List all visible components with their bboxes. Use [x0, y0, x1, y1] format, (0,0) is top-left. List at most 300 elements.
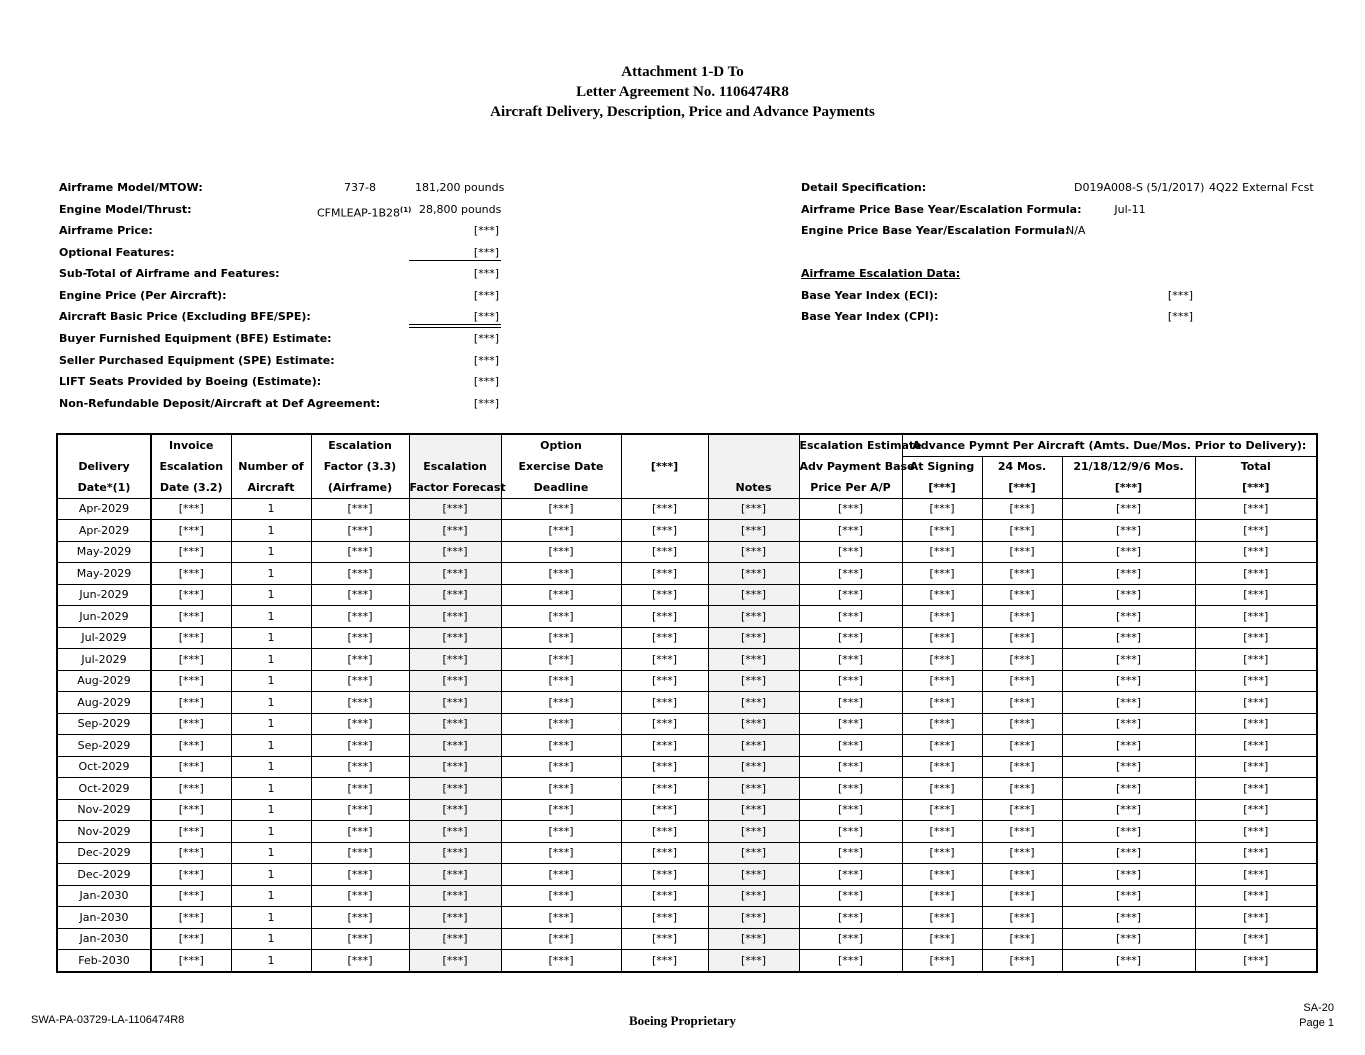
table-header-row-3 — [57, 477, 1317, 498]
table-cell: May-2029 — [57, 541, 151, 563]
table-cell: [***] — [1062, 498, 1195, 520]
table-cell: [***] — [902, 885, 982, 907]
col-head: Invoice — [151, 434, 231, 456]
engine-price-label: Engine Price (Per Aircraft): — [59, 289, 227, 302]
table-cell: [***] — [501, 778, 621, 800]
table-cell: Feb-2030 — [57, 950, 151, 972]
table-cell: [***] — [501, 842, 621, 864]
col-head: Escalation Estimate — [799, 434, 902, 456]
col-head: Escalation — [151, 456, 231, 477]
table-cell: [***] — [151, 907, 231, 929]
title-letter-agreement: Letter Agreement No. 1106474R8 — [576, 84, 789, 100]
detail-spec-label: Detail Specification: — [801, 181, 927, 194]
table-cell: [***] — [151, 928, 231, 950]
table-cell: [***] — [1195, 885, 1317, 907]
table-cell: [***] — [151, 563, 231, 585]
basic-price-label: Aircraft Basic Price (Excluding BFE/SPE): — [59, 310, 311, 323]
table-cell: [***] — [311, 864, 409, 886]
table-cell: [***] — [311, 799, 409, 821]
table-cell: [***] — [1062, 670, 1195, 692]
airframe-base-label: Airframe Price Base Year/Escalation Formula: — [801, 203, 1082, 216]
table-cell: [***] — [708, 928, 799, 950]
table-cell: Jun-2029 — [57, 584, 151, 606]
table-cell: 1 — [231, 950, 311, 972]
table-cell: [***] — [708, 520, 799, 542]
table-cell: [***] — [982, 756, 1062, 778]
table-cell: [***] — [311, 606, 409, 628]
airframe-price-value: [***] — [473, 224, 499, 237]
table-cell: [***] — [409, 713, 501, 735]
table-cell: [***] — [151, 821, 231, 843]
table-cell: [***] — [409, 842, 501, 864]
table-cell: [***] — [902, 821, 982, 843]
table-cell: [***] — [311, 670, 409, 692]
table-cell: [***] — [1195, 670, 1317, 692]
table-cell: [***] — [621, 864, 708, 886]
col-head: Factor Forecast — [409, 477, 501, 498]
table-row — [57, 649, 1317, 671]
eci-value: [***] — [1167, 289, 1193, 302]
table-row — [57, 756, 1317, 778]
col-head: Price Per A/P — [799, 477, 902, 498]
col-head: Exercise Date — [501, 456, 621, 477]
lift-value: [***] — [473, 375, 499, 388]
engine-model-value: CFMLEAP-1B28$^{(1)}$ — [317, 206, 412, 220]
table-row — [57, 778, 1317, 800]
table-cell: [***] — [621, 821, 708, 843]
table-row — [57, 735, 1317, 757]
table-cell: [***] — [151, 649, 231, 671]
table-cell: [***] — [982, 713, 1062, 735]
table-row — [57, 713, 1317, 735]
table-cell: [***] — [902, 563, 982, 585]
table-cell: [***] — [151, 541, 231, 563]
table-cell: [***] — [501, 649, 621, 671]
cpi-value: [***] — [1167, 310, 1193, 323]
table-cell: [***] — [409, 756, 501, 778]
table-cell: [***] — [501, 692, 621, 714]
table-cell: [***] — [799, 907, 902, 929]
table-cell: 1 — [231, 735, 311, 757]
table-cell: [***] — [799, 692, 902, 714]
table-cell: [***] — [708, 627, 799, 649]
footer-page: Page 1 — [1299, 1017, 1334, 1029]
table-row — [57, 799, 1317, 821]
table-cell: [***] — [409, 670, 501, 692]
table-cell: [***] — [982, 821, 1062, 843]
table-cell: [***] — [409, 778, 501, 800]
table-cell: [***] — [902, 907, 982, 929]
engine-price-value: [***] — [473, 289, 499, 302]
table-cell: [***] — [311, 907, 409, 929]
table-cell: [***] — [1195, 735, 1317, 757]
table-cell: 1 — [231, 842, 311, 864]
table-cell: [***] — [799, 735, 902, 757]
table-cell: [***] — [982, 692, 1062, 714]
table-cell: [***] — [311, 520, 409, 542]
title-attachment: Attachment 1-D To — [621, 64, 744, 80]
table-cell: [***] — [409, 606, 501, 628]
table-cell: [***] — [501, 713, 621, 735]
table-cell: [***] — [708, 842, 799, 864]
table-cell: [***] — [1062, 799, 1195, 821]
table-cell: May-2029 — [57, 563, 151, 585]
table-cell: 1 — [231, 498, 311, 520]
table-cell: Jan-2030 — [57, 885, 151, 907]
table-row — [57, 584, 1317, 606]
table-cell: [***] — [311, 713, 409, 735]
table-row — [57, 498, 1317, 520]
col-head: [***] — [621, 456, 708, 477]
table-cell: [***] — [311, 842, 409, 864]
deposit-label: Non-Refundable Deposit/Aircraft at Def Agreement: — [59, 397, 381, 410]
table-cell: [***] — [982, 907, 1062, 929]
table-cell: [***] — [982, 799, 1062, 821]
table-cell: [***] — [311, 627, 409, 649]
thrust-value: 28,800 pounds — [419, 203, 502, 216]
table-cell: [***] — [151, 670, 231, 692]
table-cell: [***] — [621, 670, 708, 692]
table-cell: [***] — [1195, 584, 1317, 606]
table-cell: [***] — [902, 713, 982, 735]
table-cell: 1 — [231, 713, 311, 735]
table-cell: [***] — [1062, 778, 1195, 800]
table-cell: [***] — [501, 541, 621, 563]
table-cell: [***] — [902, 541, 982, 563]
table-cell: [***] — [1195, 606, 1317, 628]
col-head: At Signing — [902, 456, 982, 477]
table-cell: [***] — [409, 821, 501, 843]
table-cell: [***] — [799, 778, 902, 800]
spe-label: Seller Purchased Equipment (SPE) Estimate: — [59, 354, 335, 367]
table-cell: [***] — [1062, 950, 1195, 972]
col-head: (Airframe) — [311, 477, 409, 498]
table-cell: [***] — [982, 885, 1062, 907]
table-cell: [***] — [311, 756, 409, 778]
table-cell: [***] — [621, 713, 708, 735]
table-cell: [***] — [621, 928, 708, 950]
table-cell: 1 — [231, 541, 311, 563]
table-cell: [***] — [409, 885, 501, 907]
table-cell: Dec-2029 — [57, 842, 151, 864]
table-cell: [***] — [151, 584, 231, 606]
table-cell: [***] — [708, 692, 799, 714]
col-head: Factor (3.3) — [311, 456, 409, 477]
table-cell: [***] — [621, 498, 708, 520]
table-cell: [***] — [501, 735, 621, 757]
table-cell: [***] — [708, 756, 799, 778]
table-cell: [***] — [902, 778, 982, 800]
table-cell: [***] — [982, 584, 1062, 606]
col-head: Date (3.2) — [151, 477, 231, 498]
spe-value: [***] — [473, 354, 499, 367]
table-cell: [***] — [621, 541, 708, 563]
table-cell: [***] — [799, 649, 902, 671]
table-cell: Oct-2029 — [57, 756, 151, 778]
table-cell: [***] — [501, 584, 621, 606]
engine-base-value: N/A — [1066, 224, 1086, 237]
table-row — [57, 885, 1317, 907]
col-head: [***] — [1062, 477, 1195, 498]
table-row — [57, 541, 1317, 563]
table-cell: [***] — [501, 498, 621, 520]
lift-label: LIFT Seats Provided by Boeing (Estimate): — [59, 375, 322, 388]
table-cell: [***] — [1062, 584, 1195, 606]
table-cell: Jun-2029 — [57, 606, 151, 628]
col-head: Notes — [708, 477, 799, 498]
table-cell: [***] — [409, 907, 501, 929]
table-cell: [***] — [409, 649, 501, 671]
table-row — [57, 692, 1317, 714]
table-cell: 1 — [231, 928, 311, 950]
col-head: Escalation — [409, 456, 501, 477]
table-cell: [***] — [1062, 756, 1195, 778]
table-cell: [***] — [799, 864, 902, 886]
table-cell: [***] — [799, 821, 902, 843]
table-cell: [***] — [902, 649, 982, 671]
footer-page-info — [1299, 1001, 1334, 1031]
table-cell: 1 — [231, 584, 311, 606]
table-cell: [***] — [501, 885, 621, 907]
table-cell: [***] — [151, 950, 231, 972]
table-cell: 1 — [231, 907, 311, 929]
table-cell: [***] — [982, 520, 1062, 542]
table-cell: [***] — [311, 778, 409, 800]
table-cell: [***] — [799, 950, 902, 972]
table-cell: 1 — [231, 799, 311, 821]
table-cell: Aug-2029 — [57, 670, 151, 692]
col-head: Number of — [231, 456, 311, 477]
table-cell: [***] — [1195, 520, 1317, 542]
table-cell: [***] — [799, 928, 902, 950]
delivery-schedule-table — [56, 433, 1318, 973]
table-cell: [***] — [1195, 692, 1317, 714]
table-cell: [***] — [501, 520, 621, 542]
table-cell: [***] — [1062, 735, 1195, 757]
table-cell: [***] — [1062, 821, 1195, 843]
table-cell: [***] — [409, 498, 501, 520]
table-row — [57, 842, 1317, 864]
col-head: 24 Mos. — [982, 456, 1062, 477]
table-cell: 1 — [231, 670, 311, 692]
title-description: Aircraft Delivery, Description, Price and Advance Payments — [490, 104, 875, 120]
table-cell: [***] — [982, 864, 1062, 886]
table-cell: [***] — [708, 907, 799, 929]
table-cell: [***] — [708, 713, 799, 735]
table-cell: [***] — [708, 584, 799, 606]
total-rule-1 — [409, 324, 501, 325]
col-head: Total — [1240, 460, 1271, 474]
col-head: Escalation — [311, 434, 409, 456]
table-header-row-2 — [57, 456, 1317, 477]
table-cell: [***] — [982, 735, 1062, 757]
col-head: Date*(1) — [57, 477, 151, 498]
table-cell: Jan-2030 — [57, 907, 151, 929]
table-cell: [***] — [621, 606, 708, 628]
table-body — [57, 498, 1317, 972]
table-cell: [***] — [151, 842, 231, 864]
table-cell: [***] — [1062, 842, 1195, 864]
cpi-label: Base Year Index (CPI): — [801, 310, 939, 323]
table-cell: 1 — [231, 606, 311, 628]
table-cell: 1 — [231, 627, 311, 649]
table-cell: [***] — [151, 692, 231, 714]
table-cell: [***] — [621, 778, 708, 800]
table-cell: [***] — [982, 670, 1062, 692]
optional-features-value: [***] — [473, 246, 499, 259]
table-cell: [***] — [501, 606, 621, 628]
table-cell: [***] — [621, 885, 708, 907]
table-cell: [***] — [1062, 649, 1195, 671]
table-cell: [***] — [151, 735, 231, 757]
table-cell: [***] — [1195, 713, 1317, 735]
table-cell: 1 — [231, 649, 311, 671]
table-cell: [***] — [311, 928, 409, 950]
table-cell: [***] — [1062, 907, 1195, 929]
table-cell: Jan-2030 — [57, 928, 151, 950]
table-cell: [***] — [311, 584, 409, 606]
table-cell: [***] — [982, 928, 1062, 950]
table-cell: [***] — [1195, 541, 1317, 563]
table-cell: [***] — [982, 950, 1062, 972]
table-cell: [***] — [1195, 907, 1317, 929]
table-cell: [***] — [409, 584, 501, 606]
table-cell: [***] — [501, 756, 621, 778]
table-cell: Oct-2029 — [57, 778, 151, 800]
col-head: Deadline — [501, 477, 621, 498]
table-cell: [***] — [409, 864, 501, 886]
table-cell: [***] — [409, 735, 501, 757]
table-cell: Jul-2029 — [57, 649, 151, 671]
table-cell: [***] — [621, 692, 708, 714]
table-cell: [***] — [151, 885, 231, 907]
table-cell: [***] — [902, 735, 982, 757]
table-cell: [***] — [708, 541, 799, 563]
bfe-label: Buyer Furnished Equipment (BFE) Estimate: — [59, 332, 332, 345]
table-cell: [***] — [151, 799, 231, 821]
table-cell: [***] — [799, 606, 902, 628]
table-cell: [***] — [409, 692, 501, 714]
table-cell: [***] — [1195, 864, 1317, 886]
table-cell: [***] — [501, 799, 621, 821]
table-cell: [***] — [1195, 950, 1317, 972]
col-head: [***] — [902, 477, 982, 498]
subtotal-label: Sub-Total of Airframe and Features: — [59, 267, 280, 280]
table-cell: Jul-2029 — [57, 627, 151, 649]
table-cell: [***] — [1195, 627, 1317, 649]
table-cell: [***] — [902, 520, 982, 542]
table-cell: [***] — [1062, 541, 1195, 563]
table-cell: [***] — [799, 885, 902, 907]
table-cell: [***] — [621, 649, 708, 671]
table-row — [57, 950, 1317, 972]
table-cell: [***] — [902, 928, 982, 950]
table-cell: [***] — [621, 756, 708, 778]
table-cell: Dec-2029 — [57, 864, 151, 886]
forecast-value: 4Q22 External Fcst — [1209, 181, 1314, 194]
table-cell: [***] — [409, 541, 501, 563]
deposit-value: [***] — [473, 397, 499, 410]
mtow-value: 181,200 pounds — [415, 181, 505, 194]
table-cell: [***] — [151, 498, 231, 520]
table-cell: [***] — [1195, 756, 1317, 778]
table-cell: Aug-2029 — [57, 692, 151, 714]
table-cell: [***] — [708, 778, 799, 800]
subtotal-value: [***] — [473, 267, 499, 280]
table-cell: [***] — [1062, 713, 1195, 735]
table-cell: [***] — [151, 520, 231, 542]
table-cell: [***] — [1062, 885, 1195, 907]
table-cell: [***] — [501, 928, 621, 950]
table-cell: [***] — [1062, 928, 1195, 950]
table-cell: [***] — [621, 907, 708, 929]
table-cell: [***] — [708, 885, 799, 907]
col-head: Adv Payment Base — [799, 456, 902, 477]
escalation-data-heading: Airframe Escalation Data: — [801, 267, 961, 280]
table-cell: Apr-2029 — [57, 498, 151, 520]
table-cell: [***] — [708, 670, 799, 692]
table-cell: [***] — [708, 649, 799, 671]
table-cell: Nov-2029 — [57, 821, 151, 843]
table-cell: [***] — [311, 950, 409, 972]
table-cell: 1 — [231, 563, 311, 585]
table-cell: Nov-2029 — [57, 799, 151, 821]
eci-label: Base Year Index (ECI): — [801, 289, 939, 302]
table-cell: [***] — [982, 541, 1062, 563]
optional-features-label: Optional Features: — [59, 246, 175, 259]
engine-model-label: Engine Model/Thrust: — [59, 203, 192, 216]
airframe-model-value: 737-8 — [344, 181, 376, 194]
table-cell: 1 — [231, 778, 311, 800]
table-cell: [***] — [708, 799, 799, 821]
table-cell: [***] — [1062, 606, 1195, 628]
table-cell: [***] — [311, 692, 409, 714]
table-cell: [***] — [902, 584, 982, 606]
table-cell: [***] — [621, 735, 708, 757]
table-cell: [***] — [1195, 649, 1317, 671]
table-cell: [***] — [621, 950, 708, 972]
table-cell: [***] — [151, 713, 231, 735]
col-head: Option — [501, 434, 621, 456]
table-cell: [***] — [311, 821, 409, 843]
footer-doc-id: SWA-PA-03729-LA-1106474R8 — [31, 1014, 185, 1026]
table-cell: [***] — [409, 563, 501, 585]
table-cell: [***] — [902, 498, 982, 520]
table-cell: [***] — [1195, 799, 1317, 821]
table-row — [57, 627, 1317, 649]
table-row — [57, 907, 1317, 929]
table-cell: [***] — [501, 670, 621, 692]
table-cell: [***] — [708, 864, 799, 886]
table-row — [57, 606, 1317, 628]
table-cell: [***] — [501, 864, 621, 886]
document-title-block — [0, 62, 1365, 122]
table-cell: [***] — [1195, 842, 1317, 864]
table-cell: Sep-2029 — [57, 713, 151, 735]
col-head: [***] — [1242, 480, 1270, 494]
table-cell: [***] — [409, 799, 501, 821]
bfe-value: [***] — [473, 332, 499, 345]
table-cell: [***] — [501, 627, 621, 649]
table-cell: Apr-2029 — [57, 520, 151, 542]
table-cell: [***] — [1195, 563, 1317, 585]
table-cell: 1 — [231, 821, 311, 843]
table-cell: [***] — [151, 627, 231, 649]
col-head: 21/18/12/9/6 Mos. — [1062, 456, 1195, 477]
table-cell: [***] — [151, 756, 231, 778]
detail-spec-value: D019A008-S (5/1/2017) — [1074, 181, 1205, 194]
table-cell: 1 — [231, 864, 311, 886]
